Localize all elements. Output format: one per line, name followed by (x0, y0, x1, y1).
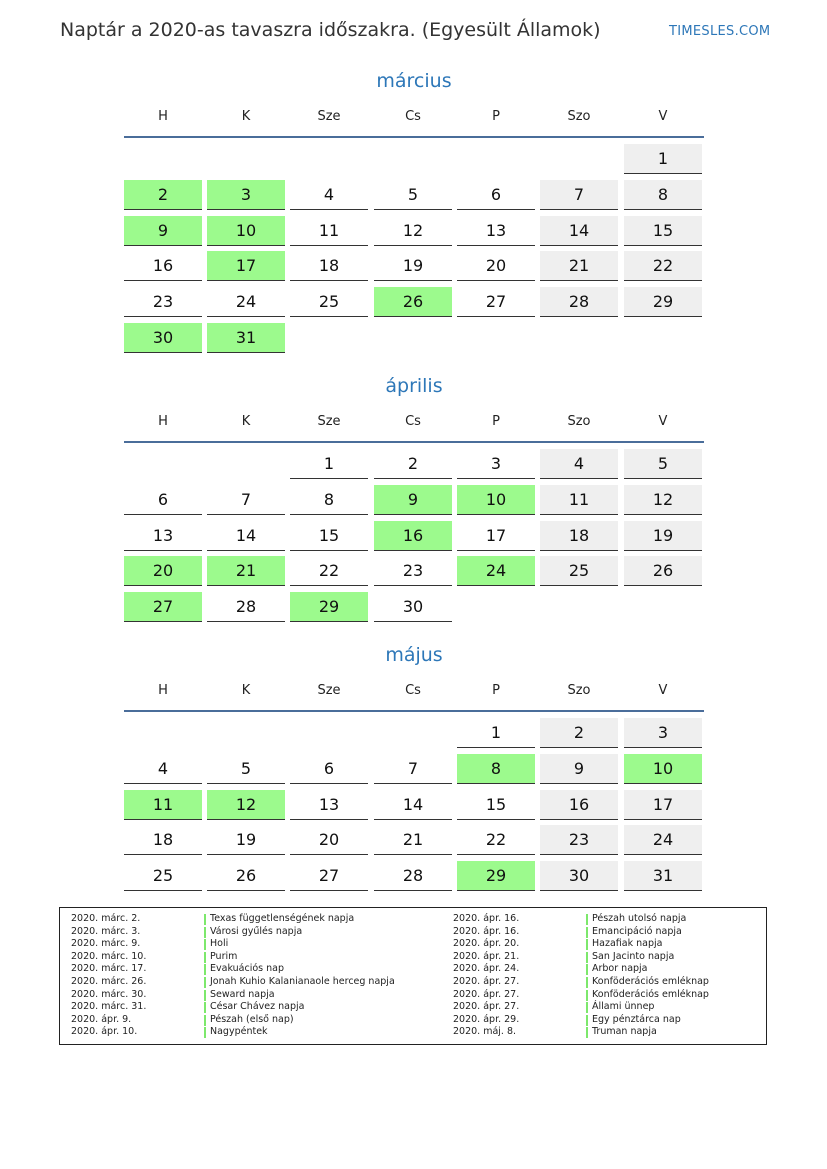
day-cell[interactable]: 6 (124, 485, 202, 515)
weekday-label: K (241, 683, 251, 698)
legend-holiday-name: Pészah utolsó napja (592, 913, 687, 924)
day-cell[interactable]: 23 (124, 287, 202, 317)
day-cell[interactable]: 12 (207, 790, 285, 820)
day-cell[interactable]: 2 (540, 718, 618, 748)
legend-holiday-name: Seward napja (210, 988, 275, 1000)
weekday-label: P (492, 109, 500, 124)
legend-date: 2020. márc. 31. (71, 1001, 147, 1013)
day-cell[interactable]: 18 (540, 521, 618, 551)
legend-holiday-name: Városi gyűlés napja (210, 925, 303, 937)
legend-date: 2020. ápr. 27. (453, 1001, 520, 1013)
legend-date: 2020. ápr. 9. (71, 1013, 132, 1025)
weekday-label: Cs (405, 683, 421, 698)
day-cell[interactable]: 28 (540, 287, 618, 317)
day-cell[interactable]: 22 (457, 825, 535, 855)
legend-holiday-name: Purim (210, 950, 238, 962)
legend-holiday-name: Állami ünnep (592, 1001, 655, 1013)
day-cell[interactable]: 2 (374, 449, 452, 479)
weekday-label: Sze (317, 414, 341, 429)
day-cell[interactable]: 30 (374, 592, 452, 622)
day-cell[interactable]: 21 (540, 251, 618, 281)
legend-holiday-name: César Chávez napja (210, 1001, 305, 1013)
legend-date: 2020. ápr. 27. (453, 988, 520, 1000)
day-cell[interactable]: 5 (207, 754, 285, 784)
day-cell[interactable]: 20 (290, 825, 368, 855)
legend-holiday-name: Nagypéntek (210, 1026, 268, 1038)
weekday-label: Szo (567, 683, 591, 698)
day-cell[interactable]: 25 (124, 861, 202, 891)
day-cell[interactable]: 1 (290, 449, 368, 479)
header-rule (124, 136, 704, 138)
day-cell[interactable]: 12 (624, 485, 702, 515)
day-cell[interactable]: 29 (624, 287, 702, 317)
weekday-header (124, 683, 704, 703)
legend-date: 2020. ápr. 29. (453, 1013, 520, 1025)
weekday-label: V (658, 683, 668, 698)
day-cell[interactable]: 26 (624, 556, 702, 586)
legend-date: 2020. márc. 10. (71, 950, 147, 962)
day-cell[interactable]: 27 (124, 592, 202, 622)
day-cell[interactable]: 8 (457, 754, 535, 784)
page-title: Naptár a 2020-as tavaszra időszakra. (Egyesült Államok) (60, 19, 601, 41)
day-cell[interactable]: 29 (290, 592, 368, 622)
day-cell[interactable]: 20 (124, 556, 202, 586)
header-rule (124, 441, 704, 443)
legend-holiday-name: Konföderációs emléknap (592, 988, 709, 1000)
day-cell[interactable]: 7 (540, 180, 618, 210)
day-cell[interactable]: 6 (457, 180, 535, 210)
legend-holiday-name: Konföderációs emléknap (592, 975, 709, 987)
day-cell[interactable]: 3 (624, 718, 702, 748)
weekday-label: Sze (317, 683, 341, 698)
day-cell[interactable]: 5 (624, 449, 702, 479)
day-cell[interactable]: 1 (624, 144, 702, 174)
legend-date: 2020. ápr. 16. (453, 925, 520, 937)
legend-holiday-name: Holi (210, 938, 229, 950)
day-cell[interactable]: 21 (374, 825, 452, 855)
legend-holiday-name: Pészah (első nap) (210, 1013, 294, 1025)
day-cell[interactable]: 4 (290, 180, 368, 210)
day-cell[interactable]: 1 (457, 718, 535, 748)
weekday-label: V (658, 414, 668, 429)
weekday-label: K (241, 109, 251, 124)
day-cell[interactable]: 10 (624, 754, 702, 784)
weekday-header (124, 414, 704, 434)
day-cell[interactable]: 8 (624, 180, 702, 210)
day-cell[interactable]: 13 (457, 216, 535, 246)
day-cell[interactable]: 7 (207, 485, 285, 515)
legend-date: 2020. márc. 9. (71, 938, 141, 950)
day-cell[interactable]: 26 (207, 861, 285, 891)
day-cell[interactable]: 7 (374, 754, 452, 784)
day-cell[interactable]: 24 (207, 287, 285, 317)
weekday-label: P (492, 414, 500, 429)
weekday-label: Cs (405, 109, 421, 124)
legend-date: 2020. ápr. 10. (71, 1026, 138, 1038)
day-cell[interactable]: 31 (624, 861, 702, 891)
day-cell[interactable]: 30 (124, 323, 202, 353)
legend-date: 2020. márc. 17. (71, 963, 147, 975)
day-cell[interactable]: 9 (540, 754, 618, 784)
header-rule (124, 710, 704, 712)
day-cell[interactable]: 24 (624, 825, 702, 855)
day-cell[interactable]: 2 (124, 180, 202, 210)
month-name: május (385, 644, 443, 666)
day-cell[interactable]: 17 (457, 521, 535, 551)
legend-date: 2020. márc. 26. (71, 975, 147, 987)
day-cell[interactable]: 16 (124, 251, 202, 281)
day-cell[interactable]: 12 (374, 216, 452, 246)
day-cell[interactable]: 5 (374, 180, 452, 210)
legend-holiday-name: Egy pénztárca nap (592, 1013, 681, 1025)
weekday-header (124, 109, 704, 129)
day-cell[interactable]: 25 (540, 556, 618, 586)
legend-date: 2020. ápr. 24. (453, 963, 520, 975)
day-cell[interactable]: 28 (207, 592, 285, 622)
legend-holiday-name: Emancipáció napja (592, 925, 682, 937)
day-cell[interactable]: 25 (290, 287, 368, 317)
day-cell[interactable]: 23 (540, 825, 618, 855)
weekday-label: Sze (317, 109, 341, 124)
legend-holiday-name: Truman napja (592, 1026, 657, 1038)
legend-holiday-name: Hazafiak napja (592, 938, 663, 950)
day-cell[interactable]: 17 (624, 790, 702, 820)
day-cell[interactable]: 19 (374, 251, 452, 281)
month-name: április (385, 375, 443, 397)
day-cell[interactable]: 10 (457, 485, 535, 515)
day-cell[interactable]: 6 (290, 754, 368, 784)
day-cell[interactable]: 11 (540, 485, 618, 515)
day-cell[interactable]: 4 (540, 449, 618, 479)
legend-date: 2020. ápr. 20. (453, 938, 520, 950)
site-logo[interactable]: TIMESLES.COM (669, 24, 771, 39)
weekday-label: V (658, 109, 668, 124)
legend-holiday-name: Texas függetlenségének napja (210, 913, 355, 924)
day-cell[interactable]: 15 (457, 790, 535, 820)
day-cell[interactable]: 17 (207, 251, 285, 281)
day-cell[interactable]: 31 (207, 323, 285, 353)
day-cell[interactable]: 8 (290, 485, 368, 515)
day-cell[interactable]: 26 (374, 287, 452, 317)
legend-date: 2020. máj. 8. (453, 1026, 517, 1038)
day-cell[interactable]: 18 (290, 251, 368, 281)
legend-holiday-name: San Jacinto napja (592, 950, 675, 962)
legend-date: 2020. ápr. 27. (453, 975, 520, 987)
day-cell[interactable]: 4 (124, 754, 202, 784)
day-cell[interactable]: 3 (207, 180, 285, 210)
weekday-label: H (158, 414, 168, 429)
day-cell[interactable]: 15 (624, 216, 702, 246)
day-cell[interactable]: 13 (124, 521, 202, 551)
weekday-label: H (158, 683, 168, 698)
legend-date: 2020. márc. 2. (71, 913, 141, 924)
day-cell[interactable]: 11 (290, 216, 368, 246)
day-cell[interactable]: 27 (290, 861, 368, 891)
weekday-label: Cs (405, 414, 421, 429)
day-cell[interactable]: 23 (374, 556, 452, 586)
day-cell[interactable]: 22 (624, 251, 702, 281)
day-cell[interactable]: 16 (540, 790, 618, 820)
legend-date: 2020. márc. 30. (71, 988, 147, 1000)
day-cell[interactable]: 15 (290, 521, 368, 551)
day-cell[interactable]: 3 (457, 449, 535, 479)
day-cell[interactable]: 19 (207, 825, 285, 855)
day-cell[interactable]: 30 (540, 861, 618, 891)
day-cell[interactable]: 14 (374, 790, 452, 820)
day-cell[interactable]: 14 (540, 216, 618, 246)
day-cell[interactable]: 20 (457, 251, 535, 281)
legend-date: 2020. ápr. 21. (453, 950, 520, 962)
weekday-label: Szo (567, 109, 591, 124)
day-cell[interactable]: 22 (290, 556, 368, 586)
weekday-label: K (241, 414, 251, 429)
day-cell[interactable]: 9 (124, 216, 202, 246)
legend-holiday-name: Jonah Kuhio Kalanianaole herceg napja (210, 975, 395, 987)
legend-date: 2020. ápr. 16. (453, 913, 520, 924)
weekday-label: H (158, 109, 168, 124)
legend-holiday-name: Arbor napja (592, 963, 648, 975)
day-cell[interactable]: 19 (624, 521, 702, 551)
day-cell[interactable]: 29 (457, 861, 535, 891)
weekday-label: P (492, 683, 500, 698)
month-name: március (376, 70, 452, 92)
day-cell[interactable]: 24 (457, 556, 535, 586)
day-cell[interactable]: 28 (374, 861, 452, 891)
day-cell[interactable]: 16 (374, 521, 452, 551)
holiday-legend (59, 907, 767, 1045)
day-cell[interactable]: 9 (374, 485, 452, 515)
day-cell[interactable]: 27 (457, 287, 535, 317)
legend-date: 2020. márc. 3. (71, 925, 141, 937)
day-cell[interactable]: 14 (207, 521, 285, 551)
day-cell[interactable]: 18 (124, 825, 202, 855)
day-cell[interactable]: 10 (207, 216, 285, 246)
day-cell[interactable]: 21 (207, 556, 285, 586)
day-cell[interactable]: 13 (290, 790, 368, 820)
legend-holiday-name: Evakuációs nap (210, 963, 285, 975)
weekday-label: Szo (567, 414, 591, 429)
day-cell[interactable]: 11 (124, 790, 202, 820)
